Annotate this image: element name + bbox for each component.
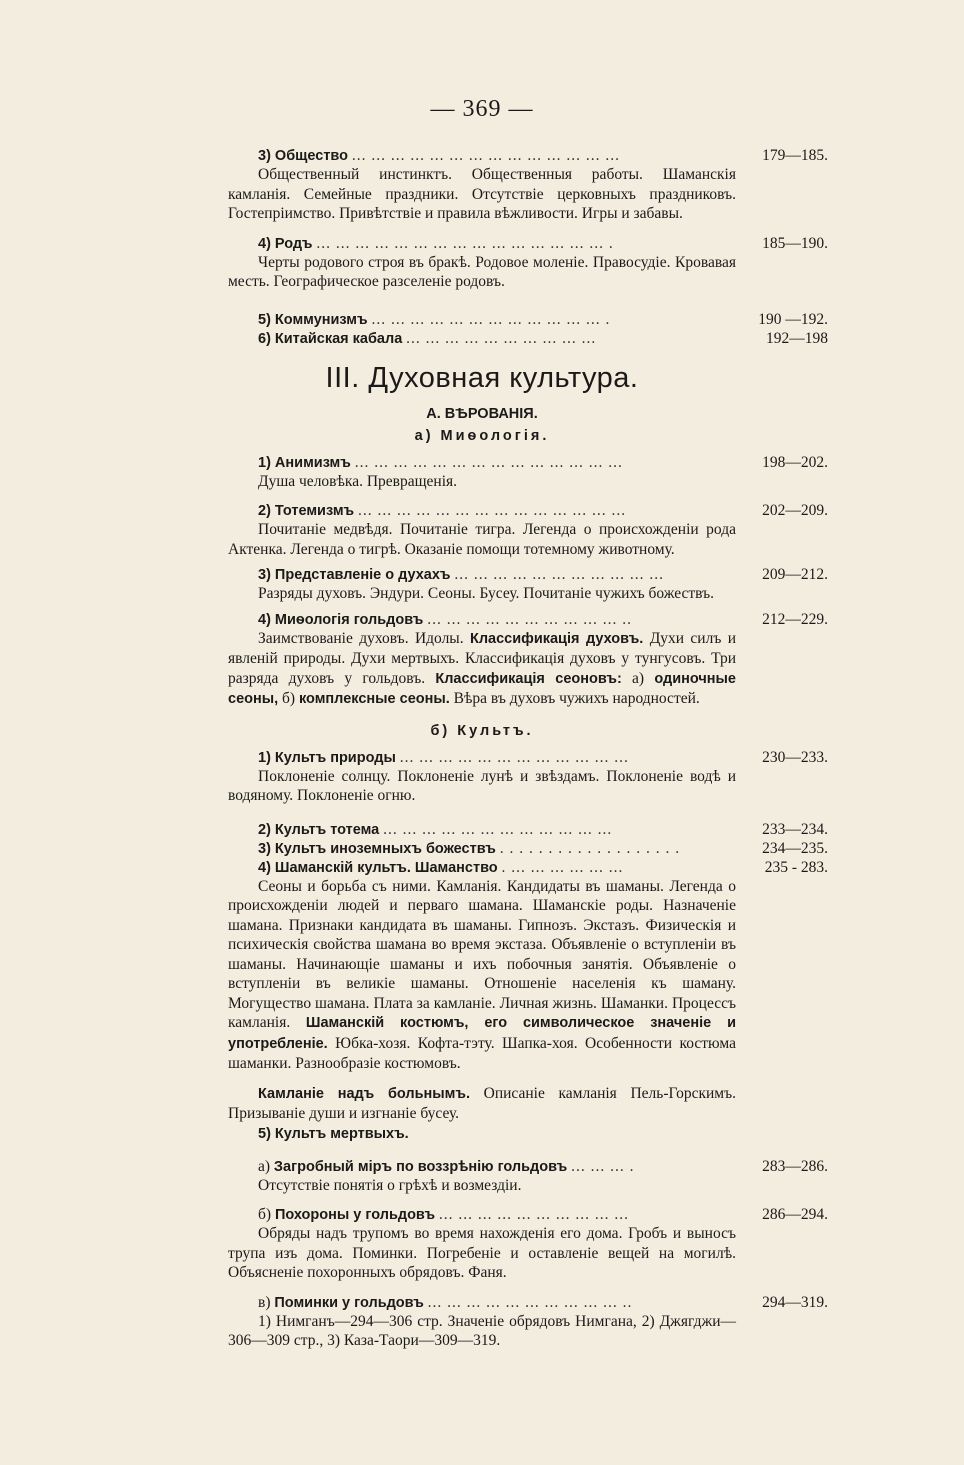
description-text: Разряды духовъ. Эндури. Сеоны. Бусеу. Почитаніе чужихъ божествъ. xyxy=(258,585,714,602)
entry-description xyxy=(228,767,736,806)
entry-title: 4) Родъ xyxy=(258,235,313,252)
toc-entry-line xyxy=(228,748,828,767)
toc-entry-line xyxy=(228,329,828,348)
entry-title: 4) Шаманскій культъ. Шаманство xyxy=(258,859,498,876)
leader-dots: ... ... ... ... ... ... ... ... ... ... ... ... . xyxy=(371,310,611,328)
page-range: 230—233. xyxy=(762,748,828,766)
description-text: Черты родового строя въ бракѣ. Родовое моленіе. Правосудіе. Кровавая месть. Географическое разселеніе родовъ. xyxy=(228,253,736,290)
entry-title: Поминки у гольдовъ xyxy=(274,1294,424,1311)
entry-description xyxy=(228,584,736,604)
description-text: Общественный инстинктъ. Общественныя работы. Шаманскія камланія. Семейные праздники. Отсутствіе церковныхъ праздниковъ. Гостепріимство. Привѣтствіе и правила вѣжливости. Игры и забавы. xyxy=(228,166,736,222)
description-text: Сеоны и борьба съ ними. Камланія. Кандидаты въ шаманы. Легенда о происхожденіи людей и перваго шамана. Шаманскіе роды. Назначеніе шамана. Признаки кандидата въ шаманы. Гипнозъ. Экстазъ. Физическія и психическія свойства шамана во время экстаза. Объявленіе о вступленіи въ шаманы. Начинающіе шаманы и ихъ побочныя занятія. Объявленіе о вступленіи въ великіе шаманы. Отношеніе населенія къ шаману. Могущество шамана. Плата за камланіе. Личная жизнь. Шаманки. Процессъ камланія. xyxy=(228,877,736,1031)
page-range: 185—190. xyxy=(762,234,828,252)
page-range: 198—202. xyxy=(762,453,828,471)
toc-entry xyxy=(228,501,828,559)
toc-entry xyxy=(228,1205,828,1283)
leader-dots: ... ... ... ... ... ... ... ... ... ... ... xyxy=(454,566,664,583)
toc-entry xyxy=(228,146,828,224)
entry-title: 3) Общество xyxy=(258,148,349,164)
entry-description xyxy=(228,1312,736,1351)
entry-title: 6) Китайская кабала xyxy=(258,330,403,347)
page-range: 294—319. xyxy=(762,1293,828,1311)
toc-entry-line xyxy=(228,839,828,858)
page-range: 192—198 xyxy=(766,329,828,347)
page-range: 212—229. xyxy=(762,610,828,628)
entry-description xyxy=(228,472,736,492)
toc-entry-line xyxy=(228,310,828,329)
page-range: 209—212. xyxy=(762,566,828,583)
toc-entry xyxy=(228,453,828,492)
toc-entry-line xyxy=(228,501,828,520)
toc-entry-line xyxy=(228,1205,828,1224)
description-bold: Классификація сеоновъ: xyxy=(435,670,622,687)
description-text: Почитаніе медвѣдя. Почитаніе тигра. Легенда о происхожденіи рода Актенка. Легенда о тигрѣ. Оказаніе помощи тотемному животному. xyxy=(228,521,736,558)
toc-entry-line xyxy=(228,1293,828,1312)
description-text: Заимствованіе духовъ. Идолы. xyxy=(258,629,470,647)
entry-title: Похороны у гольдовъ xyxy=(274,1207,436,1223)
description-bold: Шаманскій костюмъ, его символическое значеніе и употребленіе. xyxy=(228,1015,736,1052)
page-range: 235 - 283. xyxy=(764,858,828,876)
entry-description xyxy=(228,165,736,224)
page-range: 283—286. xyxy=(762,1157,828,1175)
page-range: 202—209. xyxy=(762,502,828,519)
part-heading: А. ВѢРОВАНІЯ. xyxy=(426,405,538,422)
description-text: Юбка-хозя. Кофта-тэту. Шапка-хоя. Особенности костюма шаманки. Разнообразіе костюмовъ. xyxy=(228,1034,736,1072)
description-text: Душа человѣка. Превращенія. xyxy=(258,472,458,490)
leader-dots: ... ... ... ... ... ... ... ... ... ... .. xyxy=(427,610,632,628)
toc-entry-line xyxy=(228,565,828,584)
leader-dots: . ... ... ... ... ... ... xyxy=(501,858,624,876)
toc-entry xyxy=(228,1293,828,1351)
page-number: — 369 — xyxy=(430,96,534,122)
subsection-heading: б) Культъ. xyxy=(430,722,534,739)
entry-title: 2) Культъ тотема xyxy=(258,821,380,838)
leader-dots: ... ... ... . xyxy=(571,1157,635,1175)
leader-dots: ... ... ... ... ... ... ... ... ... ... ... ... ... ... xyxy=(354,453,623,471)
description-text: б) xyxy=(278,690,299,707)
entry-description xyxy=(228,877,736,1074)
description-bold: одиночные сеоны, xyxy=(228,670,736,707)
entry-title: Загробный міръ по воззрѣнію гольдовъ xyxy=(273,1158,568,1175)
entry-description xyxy=(228,520,736,559)
description-text: Отсутствіе понятія о грѣхѣ и возмездіи. xyxy=(258,1176,522,1194)
toc-entry xyxy=(228,748,828,806)
entry-prefix: в) xyxy=(258,1293,275,1311)
page-range: 190 —192. xyxy=(758,310,828,328)
description-text: 1) Нимганъ—294—306 стр. Значеніе обрядовъ Нимгана, 2) Джягджи—306—309 стр., 3) Каза-Таори—309—319. xyxy=(228,1312,736,1349)
toc-entry xyxy=(228,858,828,1074)
leader-dots: ... ... ... ... ... ... ... ... ... ... .. xyxy=(427,1293,633,1311)
entry-title: 3) Представленіе о духахъ xyxy=(258,567,451,583)
entry-description xyxy=(228,1084,736,1124)
toc-entry xyxy=(228,565,828,604)
entry-description xyxy=(228,253,736,292)
subsection-heading: а) Миѳологія. xyxy=(414,427,550,444)
description-text: Описаніе камланія Пель-Горскимъ. Призываніе души и изгнаніе бусеу. xyxy=(228,1084,736,1122)
entry-title: 3) Культъ иноземныхъ божествъ xyxy=(258,840,496,857)
leader-dots: ... ... ... ... ... ... ... ... ... ... xyxy=(438,1206,630,1223)
description-bold: комплексные сеоны. xyxy=(298,691,450,707)
toc-entry-line xyxy=(228,146,828,165)
leader-dots: . . . . . . . . . . . . . . . . . . . xyxy=(499,839,681,857)
table-of-contents xyxy=(228,146,828,1351)
leader-dots: ... ... ... ... ... ... ... ... ... ... ... ... ... ... ... . xyxy=(316,234,614,252)
page-range: 233—234. xyxy=(762,820,828,838)
description-bold: Классификація духовъ. xyxy=(469,630,644,647)
toc-entry-line xyxy=(228,1124,828,1143)
section-title: III. Духовная культура. xyxy=(325,361,639,394)
entry-title: 4) Миѳологія гольдовъ xyxy=(258,611,424,628)
entry-title: 2) Тотемизмъ xyxy=(258,503,355,519)
entry-prefix: б) xyxy=(258,1206,275,1223)
leader-dots: ... ... ... ... ... ... ... ... ... ... ... ... xyxy=(399,748,629,766)
description-text: Духи силъ и явленій природы. Духи мертвыхъ. Классификація духовъ у тунгусовъ. Три разряда духовъ у гольдовъ. xyxy=(228,629,737,687)
page-range: 179—185. xyxy=(762,147,828,164)
toc-entry-line xyxy=(228,1157,828,1176)
leader-dots: ... ... ... ... ... ... ... ... ... ... ... ... ... ... xyxy=(351,147,621,164)
entry-title: 1) Анимизмъ xyxy=(258,454,351,471)
entry-description xyxy=(228,629,736,710)
entry-description xyxy=(228,1176,736,1196)
page-range: 234—235. xyxy=(762,839,828,857)
entry-title: 5) Коммунизмъ xyxy=(258,311,368,328)
description-text: Обряды надъ трупомъ во время нахожденія его дома. Гробъ и выносъ трупа изъ дома. Поминки. Погребеніе и оставленіе вещей на могилѣ. Объясненіе похоронныхъ обрядовъ. Фаня. xyxy=(228,1225,736,1281)
leader-dots: ... ... ... ... ... ... ... ... ... ... ... ... xyxy=(383,820,613,838)
toc-entry-line xyxy=(228,453,828,472)
toc-entry-line xyxy=(228,610,828,629)
description-text: а) xyxy=(621,669,655,687)
toc-entry xyxy=(228,1157,828,1196)
description-text: Поклоненіе солнцу. Поклоненіе лунѣ и звѣздамъ. Поклоненіе водѣ и водяному. Поклоненіе огню. xyxy=(228,767,736,804)
entry-description xyxy=(228,1224,736,1283)
entry-prefix: а) xyxy=(258,1157,274,1175)
entry-title: 5) Культъ мертвыхъ. xyxy=(258,1125,409,1142)
toc-entry-line xyxy=(228,858,828,877)
description-text: Вѣра въ духовъ чужихъ народностей. xyxy=(449,690,700,707)
entry-title: 1) Культъ природы xyxy=(258,749,396,766)
leader-dots: ... ... ... ... ... ... ... ... ... ... ... ... ... ... xyxy=(358,502,627,519)
toc-entry-line xyxy=(228,820,828,839)
toc-entry xyxy=(228,610,828,710)
description-bold: Камланіе надъ больнымъ. xyxy=(258,1085,470,1102)
leader-dots: ... ... ... ... ... ... ... ... ... ... xyxy=(406,329,597,347)
toc-entry-line xyxy=(228,234,828,253)
page-range: 286—294. xyxy=(762,1206,828,1223)
toc-entry xyxy=(228,234,828,292)
